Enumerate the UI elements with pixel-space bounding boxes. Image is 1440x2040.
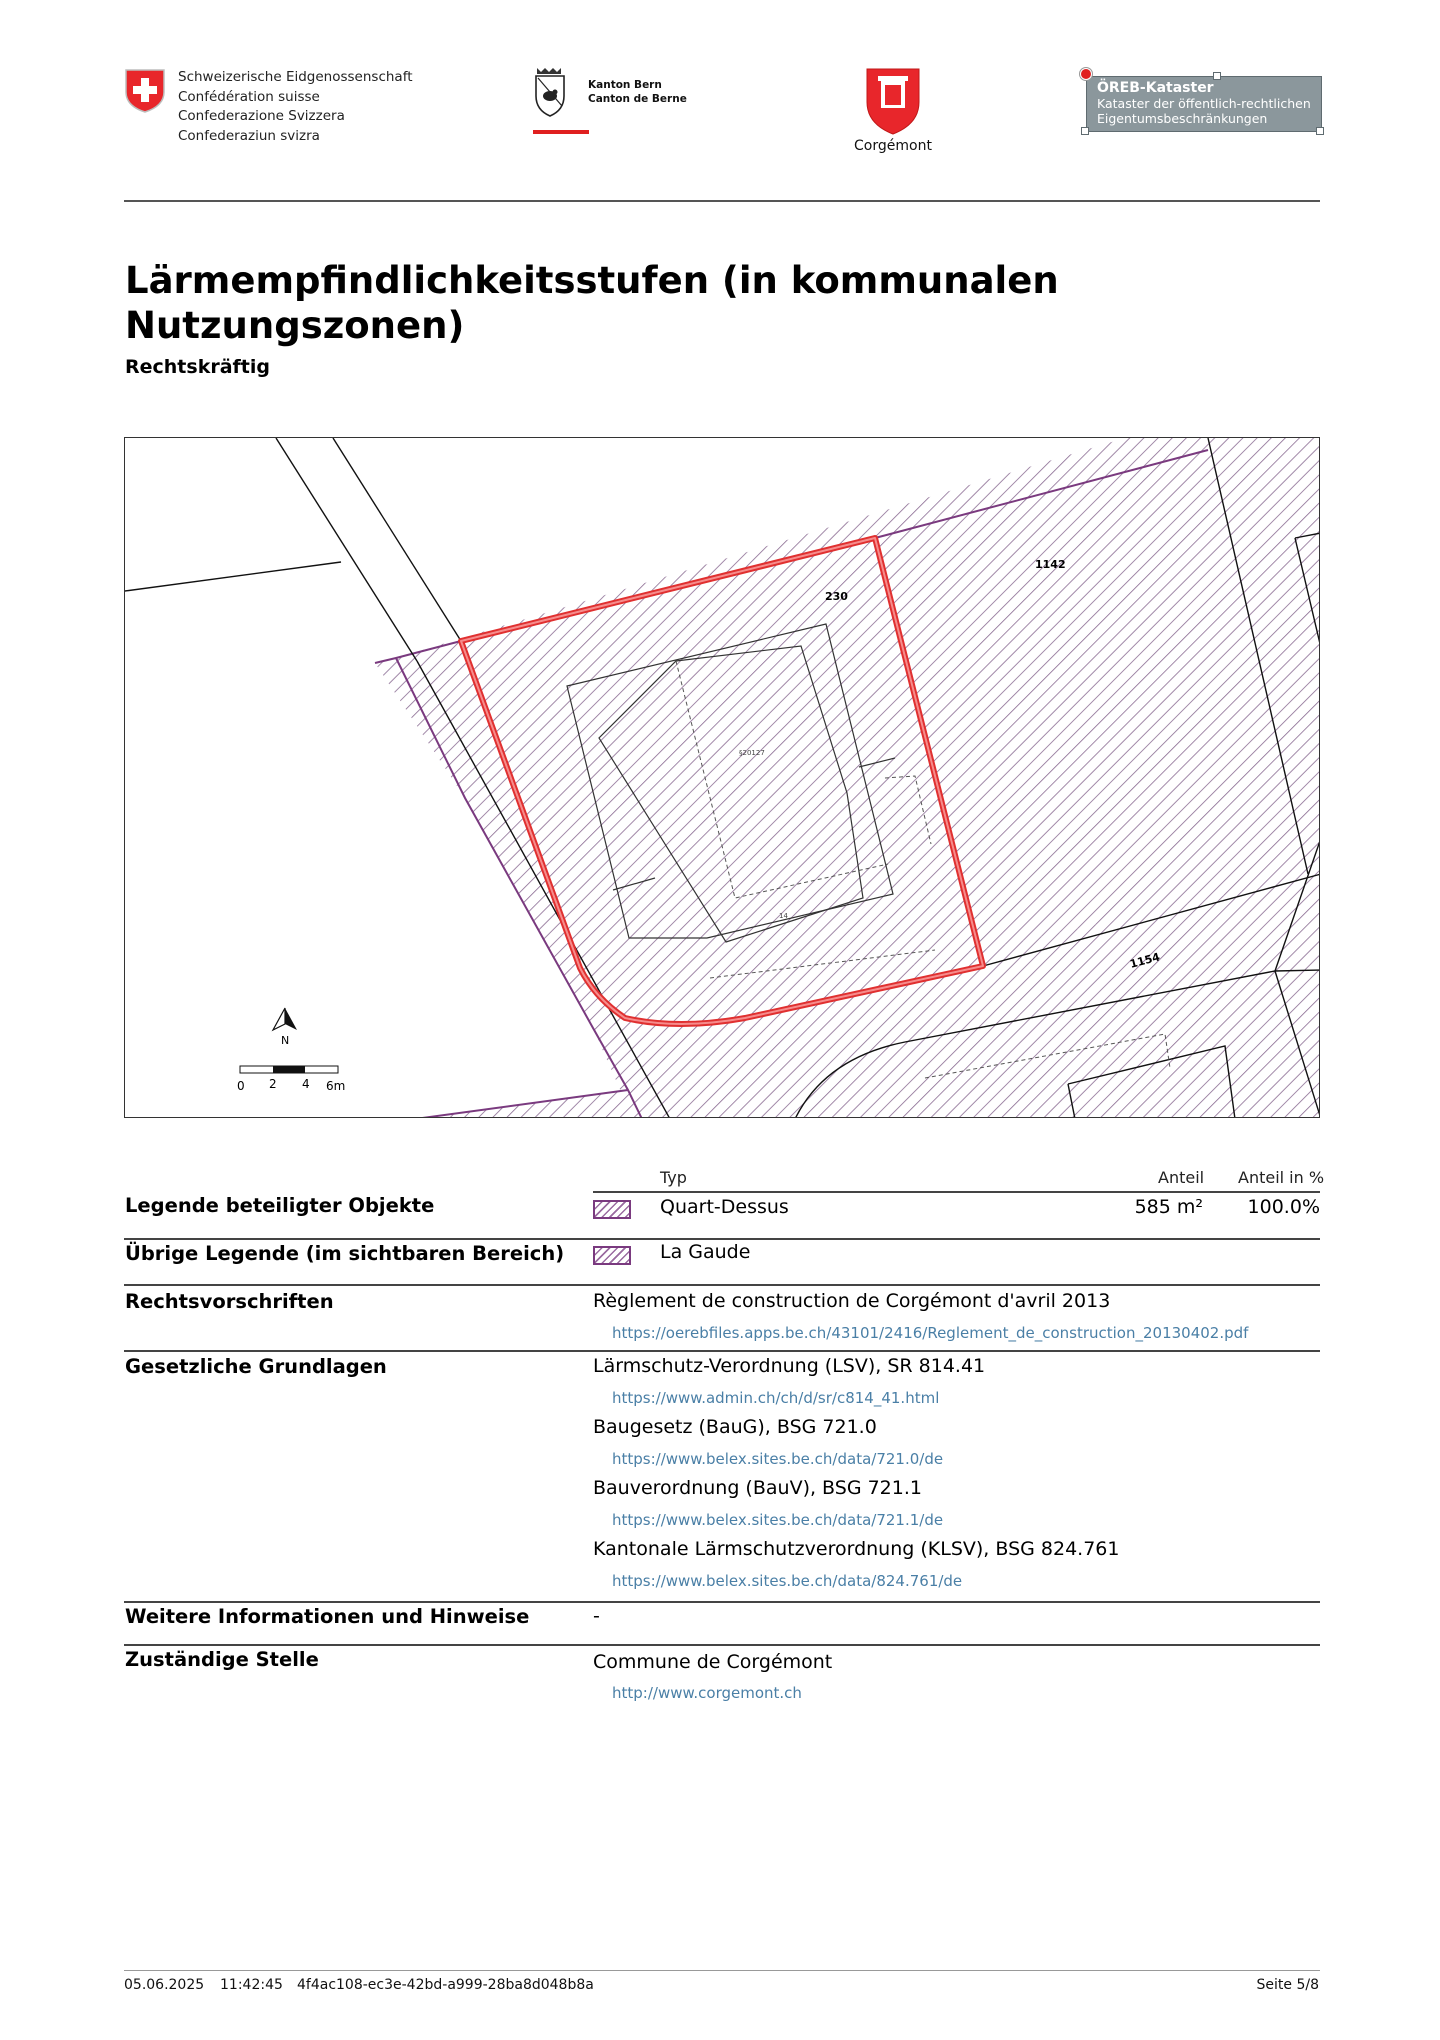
oereb-corner-marker — [1081, 127, 1089, 135]
legal-basis-title: Bauverordnung (BauV), BSG 721.1 — [593, 1477, 922, 1499]
canton-line-fr: Canton de Berne — [588, 93, 687, 105]
other-legend-label: Übrige Legende (im sichtbaren Bereich) — [125, 1242, 565, 1265]
involved-share: 585 m² — [1134, 1196, 1203, 1218]
legal-basis-title: Kantonale Lärmschutzverordnung (KLSV), BSG 824.761 — [593, 1538, 1120, 1560]
involved-objects-label: Legende beteiligter Objekte — [125, 1194, 435, 1217]
authority-name: Commune de Corgémont — [593, 1651, 833, 1673]
map-frame — [124, 437, 1320, 1118]
other-type: La Gaude — [660, 1241, 751, 1263]
legal-basis-title: Lärmschutz-Verordnung (LSV), SR 814.41 — [593, 1355, 986, 1377]
row-separator — [124, 1350, 1320, 1352]
confederation-line-rm: Confederaziun svizra — [178, 127, 320, 144]
regulation-link[interactable]: https://oerebfiles.apps.be.ch/43101/2416/Reglement_de_construction_20130402.pdf — [612, 1324, 1249, 1342]
oereb-pin-icon — [1080, 68, 1092, 80]
confederation-line-it: Confederazione Svizzera — [178, 108, 345, 124]
page-title: Lärmempfindlichkeitsstufen (in kommunalen Nutzungszonen) — [125, 259, 1059, 347]
canton-name — [588, 78, 687, 106]
confederation-line-fr: Confédération suisse — [178, 88, 320, 105]
zone-swatch-icon — [593, 1246, 631, 1265]
confederation-name — [178, 68, 413, 146]
row-separator — [124, 1284, 1320, 1286]
legal-basis-link[interactable]: https://www.admin.ch/ch/d/sr/c814_41.html — [612, 1389, 940, 1407]
building-number: 14 — [779, 912, 788, 920]
building-label: §20127 — [739, 749, 765, 757]
confederation-line-de: Schweizerische Eidgenossenschaft — [178, 69, 413, 85]
header-divider — [124, 200, 1320, 202]
footer-page-number: Seite 5/8 — [1256, 1977, 1319, 1993]
swiss-coat-of-arms-icon — [124, 68, 166, 114]
footer-date: 05.06.2025 — [124, 1977, 205, 1993]
scale-tick-0: 0 — [237, 1079, 245, 1093]
row-separator — [124, 1601, 1320, 1603]
oereb-title: ÖREB-Kataster — [1097, 80, 1214, 96]
north-label: N — [281, 1034, 290, 1047]
column-header-share: Anteil — [1158, 1168, 1205, 1187]
row-separator — [593, 1191, 1320, 1193]
legal-basis-link[interactable]: https://www.belex.sites.be.ch/data/721.1/de — [612, 1511, 944, 1529]
further-info-value: - — [593, 1605, 600, 1627]
scale-tick-6m: 6m — [326, 1079, 346, 1093]
bern-coat-of-arms-icon — [533, 66, 567, 120]
oereb-corner-marker — [1316, 127, 1324, 135]
footer-time: 11:42:45 — [220, 1977, 283, 1993]
column-header-type: Typ — [660, 1168, 687, 1187]
row-separator — [124, 1644, 1320, 1646]
oereb-subtitle-line-1: Kataster der öffentlich-rechtlichen — [1097, 96, 1311, 111]
authority-label: Zuständige Stelle — [125, 1648, 319, 1671]
column-header-share-pct: Anteil in % — [1238, 1168, 1325, 1187]
footer-extract-id: 4f4ac108-ec3e-42bd-a999-28ba8d048b8a — [297, 1977, 594, 1993]
scale-bar — [237, 1066, 345, 1093]
oereb-subtitle-line-2: Eigentumsbeschränkungen — [1097, 111, 1268, 126]
regulation-title: Règlement de construction de Corgémont d'avril 2013 — [593, 1290, 1111, 1312]
oereb-corner-marker — [1213, 72, 1221, 80]
parcel-map — [125, 438, 1320, 1118]
legal-basis-link[interactable]: https://www.belex.sites.be.ch/data/824.761/de — [612, 1572, 963, 1590]
legal-basis-label: Gesetzliche Grundlagen — [125, 1355, 387, 1378]
zone-swatch-icon — [593, 1200, 631, 1219]
bern-red-bar — [533, 130, 589, 134]
legal-basis-title: Baugesetz (BauG), BSG 721.0 — [593, 1416, 877, 1438]
legal-basis-link[interactable]: https://www.belex.sites.be.ch/data/721.0/de — [612, 1450, 944, 1468]
scale-tick-2: 2 — [269, 1077, 277, 1091]
further-info-label: Weitere Informationen und Hinweise — [125, 1605, 530, 1628]
north-arrow-icon — [273, 1008, 297, 1047]
parcel-label-230: 230 — [825, 590, 848, 603]
oereb-kataster-logo — [1086, 76, 1322, 132]
parcel-label-1154: 1154 — [1128, 950, 1162, 971]
corgemont-coat-of-arms-icon — [864, 66, 922, 136]
regulations-label: Rechtsvorschriften — [125, 1290, 334, 1313]
row-separator — [124, 1238, 1320, 1240]
involved-share-pct: 100.0% — [1247, 1196, 1320, 1218]
involved-type: Quart-Dessus — [660, 1196, 789, 1218]
parcel-label-1142: 1142 — [1035, 558, 1066, 571]
scale-tick-4: 4 — [302, 1077, 310, 1091]
legal-status: Rechtskräftig — [125, 356, 270, 378]
authority-link[interactable]: http://www.corgemont.ch — [612, 1684, 802, 1702]
footer-divider — [124, 1970, 1320, 1971]
canton-line-de: Kanton Bern — [588, 79, 662, 91]
commune-name: Corgémont — [854, 138, 932, 154]
